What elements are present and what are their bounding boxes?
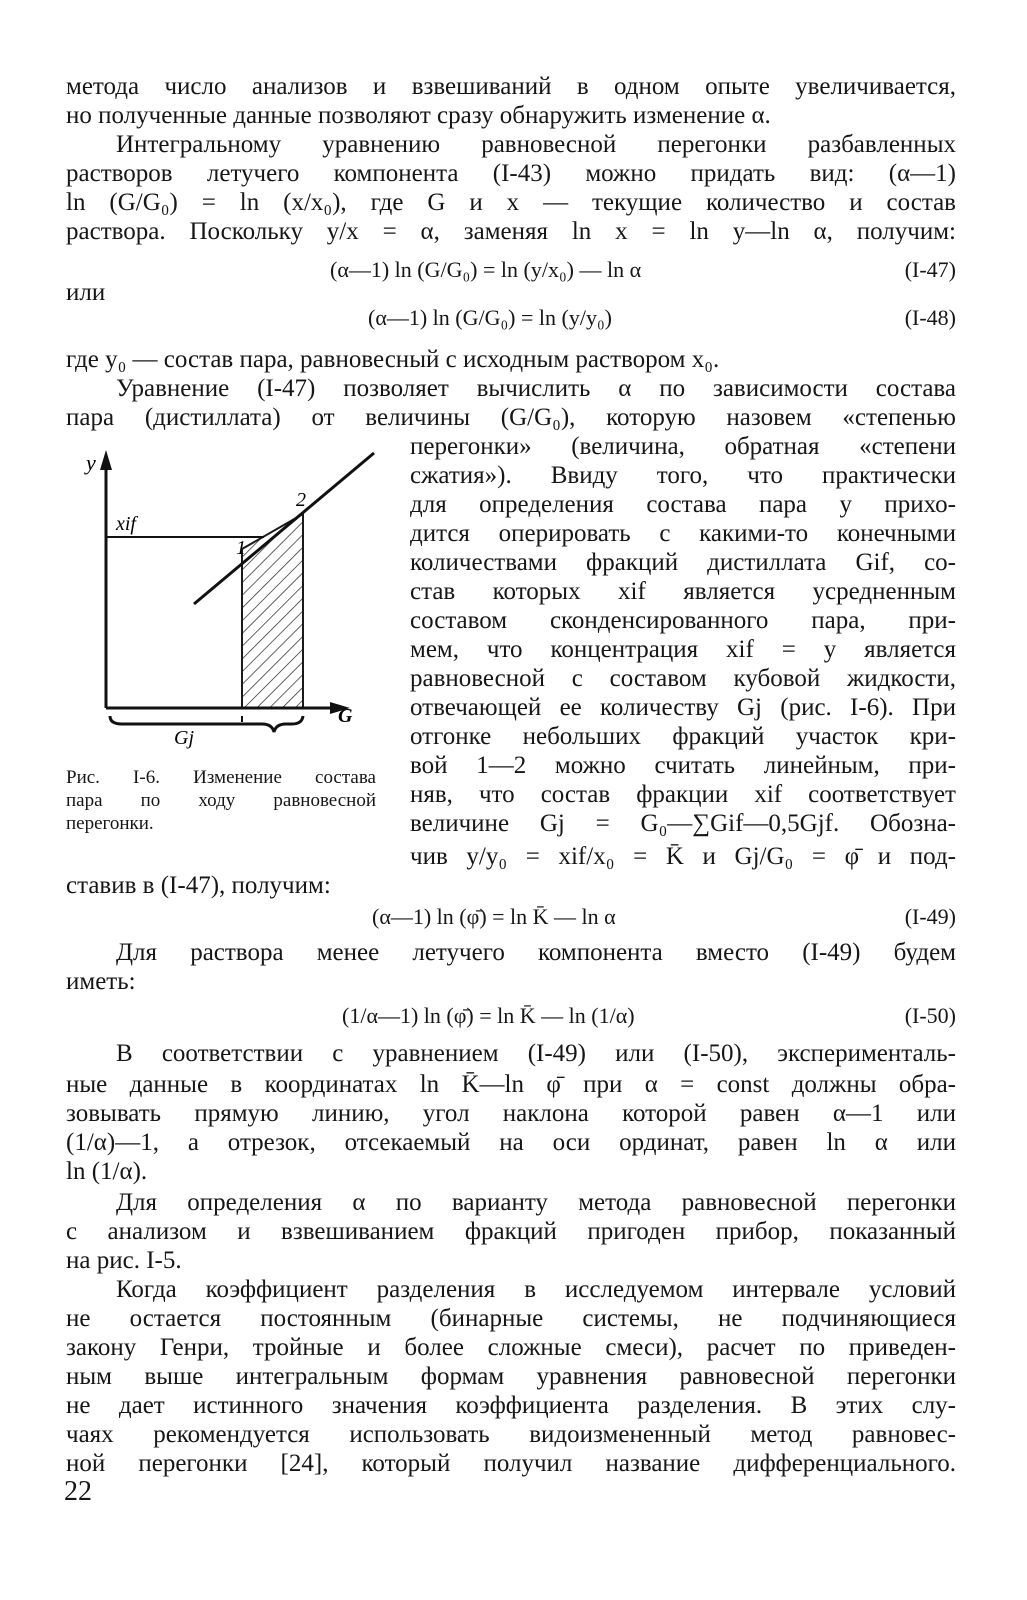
- figure-i6: [66, 440, 396, 760]
- equation: (α—1) ln (φ̄) = ln K̄ — ln α: [372, 904, 616, 929]
- text-line: но полученные данные позволяют сразу обнаружить изменение α.: [66, 102, 771, 129]
- page-number: 22: [64, 1476, 92, 1507]
- text-line: Когда коэффициент разделения в исследуемом интервале условий: [116, 1276, 956, 1303]
- text-line: Уравнение (I-47) позволяет вычислить α по зависимости состава: [116, 375, 956, 402]
- text-line: няв, что состав фракции xif соответствует: [410, 781, 956, 808]
- text-line: метода число анализов и взвешиваний в одном опыте увеличивается,: [66, 73, 956, 100]
- text-line: ln (1/α).: [66, 1158, 148, 1185]
- text-line: с анализом и взвешиванием фракций пригоден прибор, показанный: [66, 1218, 956, 1245]
- text-line: не дает истинного значения коэффициента разделения. В этих слу-: [66, 1392, 956, 1419]
- text-line: чив y/y₀ = xif/x₀ = K̄ и Gj/G₀ = φ̄ и под-: [410, 843, 956, 870]
- text-line: ставив в (I-47), получим:: [66, 872, 331, 899]
- text-line: закону Генри, тройные и более сложные смеси), расчет по приведен-: [66, 1334, 956, 1361]
- point-2-label: 2: [296, 489, 306, 511]
- text-line: В соответствии с уравнением (I-49) или (I-50), эксперименталь-: [116, 1040, 956, 1067]
- text-line: Для определения α по варианту метода равновесной перегонки: [116, 1189, 956, 1216]
- text-line: сжатия»). Ввиду того, что практически: [410, 462, 956, 489]
- text-line: чаях рекомендуется использовать видоизмененный метод равновес-: [66, 1421, 956, 1448]
- figure-caption: перегонки.: [66, 813, 154, 834]
- text-line: зовывать прямую линию, угол наклона которой равен α—1 или: [66, 1100, 956, 1127]
- text-line: растворов летучего компонента (I-43) можно придать вид: (α—1): [66, 160, 956, 187]
- gj-brace: [110, 716, 303, 732]
- text-line: иметь:: [66, 968, 136, 995]
- text-line: где y₀ — состав пара, равновесный с исходным раствором x₀.: [66, 346, 720, 373]
- text-line: отвечающей ее количеству Gj (рис. I-6). При: [410, 694, 956, 721]
- text-line: раствора. Поскольку y/x = α, заменяя ln x = ln y—ln α, получим:: [66, 218, 956, 245]
- text-line: на рис. I-5.: [66, 1247, 182, 1274]
- text-line: Для раствора менее летучего компонента вместо (I-49) будем: [116, 939, 956, 966]
- text-line: (1/α)—1, а отрезок, отсекаемый на оси ординат, равен ln α или: [66, 1129, 956, 1156]
- text-line: равновесной с составом кубовой жидкости,: [410, 665, 956, 692]
- text-line: отгонке небольших фракций участок кри-: [410, 723, 956, 750]
- text-line: величине Gj = G₀—∑Gif—0,5Gjf. Обозна-: [410, 810, 956, 837]
- y-axis-label: y: [86, 450, 96, 475]
- text-line: вой 1—2 можно считать линейным, при-: [410, 752, 956, 779]
- xif-label: xif: [116, 513, 136, 535]
- text-line: Интегральному уравнению равновесной перегонки разбавленных: [116, 131, 956, 158]
- text-line: перегонки» (величина, обратная «степени: [410, 433, 956, 460]
- text-line: ные данные в координатах ln K̄—ln φ̄ при α = const должны обра-: [66, 1071, 956, 1098]
- equation-number: (I-49): [904, 904, 956, 929]
- text-line: составом сконденсированного пара, при-: [410, 607, 956, 634]
- figure-caption: пара по ходу равновесной: [66, 790, 376, 811]
- y-axis-arrow: [100, 450, 112, 470]
- text-line: количествами фракций дистиллата Gif, со-: [410, 549, 956, 576]
- text-line: пара (дистиллата) от величины (G/G₀), которую назовем «степенью: [66, 404, 956, 431]
- text-line: для определения состава пара y прихо-: [410, 491, 956, 518]
- gj-label: Gj: [174, 727, 194, 749]
- equation: (α—1) ln (G/G₀) = ln (y/x₀) — ln α: [330, 257, 642, 282]
- equation-number: (I-48): [904, 305, 956, 330]
- text-line: ln (G/G₀) = ln (x/x₀), где G и x — текущие количество и состав: [66, 189, 956, 216]
- x-axis-label: G: [338, 705, 353, 727]
- point-1-label: 1: [236, 537, 246, 559]
- equation-number: (I-47): [904, 257, 956, 282]
- equation: (1/α—1) ln (φ̄) = ln K̄ — ln (1/α): [342, 1003, 635, 1028]
- text-line: ной перегонки [24], который получил название дифференциального.: [66, 1450, 956, 1477]
- text-line: дится оперировать с какими-то конечными: [410, 520, 956, 547]
- text-line: или: [66, 279, 106, 306]
- equation: (α—1) ln (G/G₀) = ln (y/y₀): [368, 305, 612, 330]
- hatched-area: [242, 514, 303, 708]
- text-line: мем, что концентрация xif = y является: [410, 636, 956, 663]
- text-line: став которых xif является усредненным: [410, 578, 956, 605]
- figure-caption: Рис. I-6. Изменение состава: [66, 767, 376, 788]
- text-line: ным выше интегральным формам уравнения равновесной перегонки: [66, 1363, 956, 1390]
- text-line: не остается постоянным (бинарные системы, не подчиняющиеся: [66, 1305, 956, 1332]
- equation-number: (I-50): [904, 1003, 956, 1028]
